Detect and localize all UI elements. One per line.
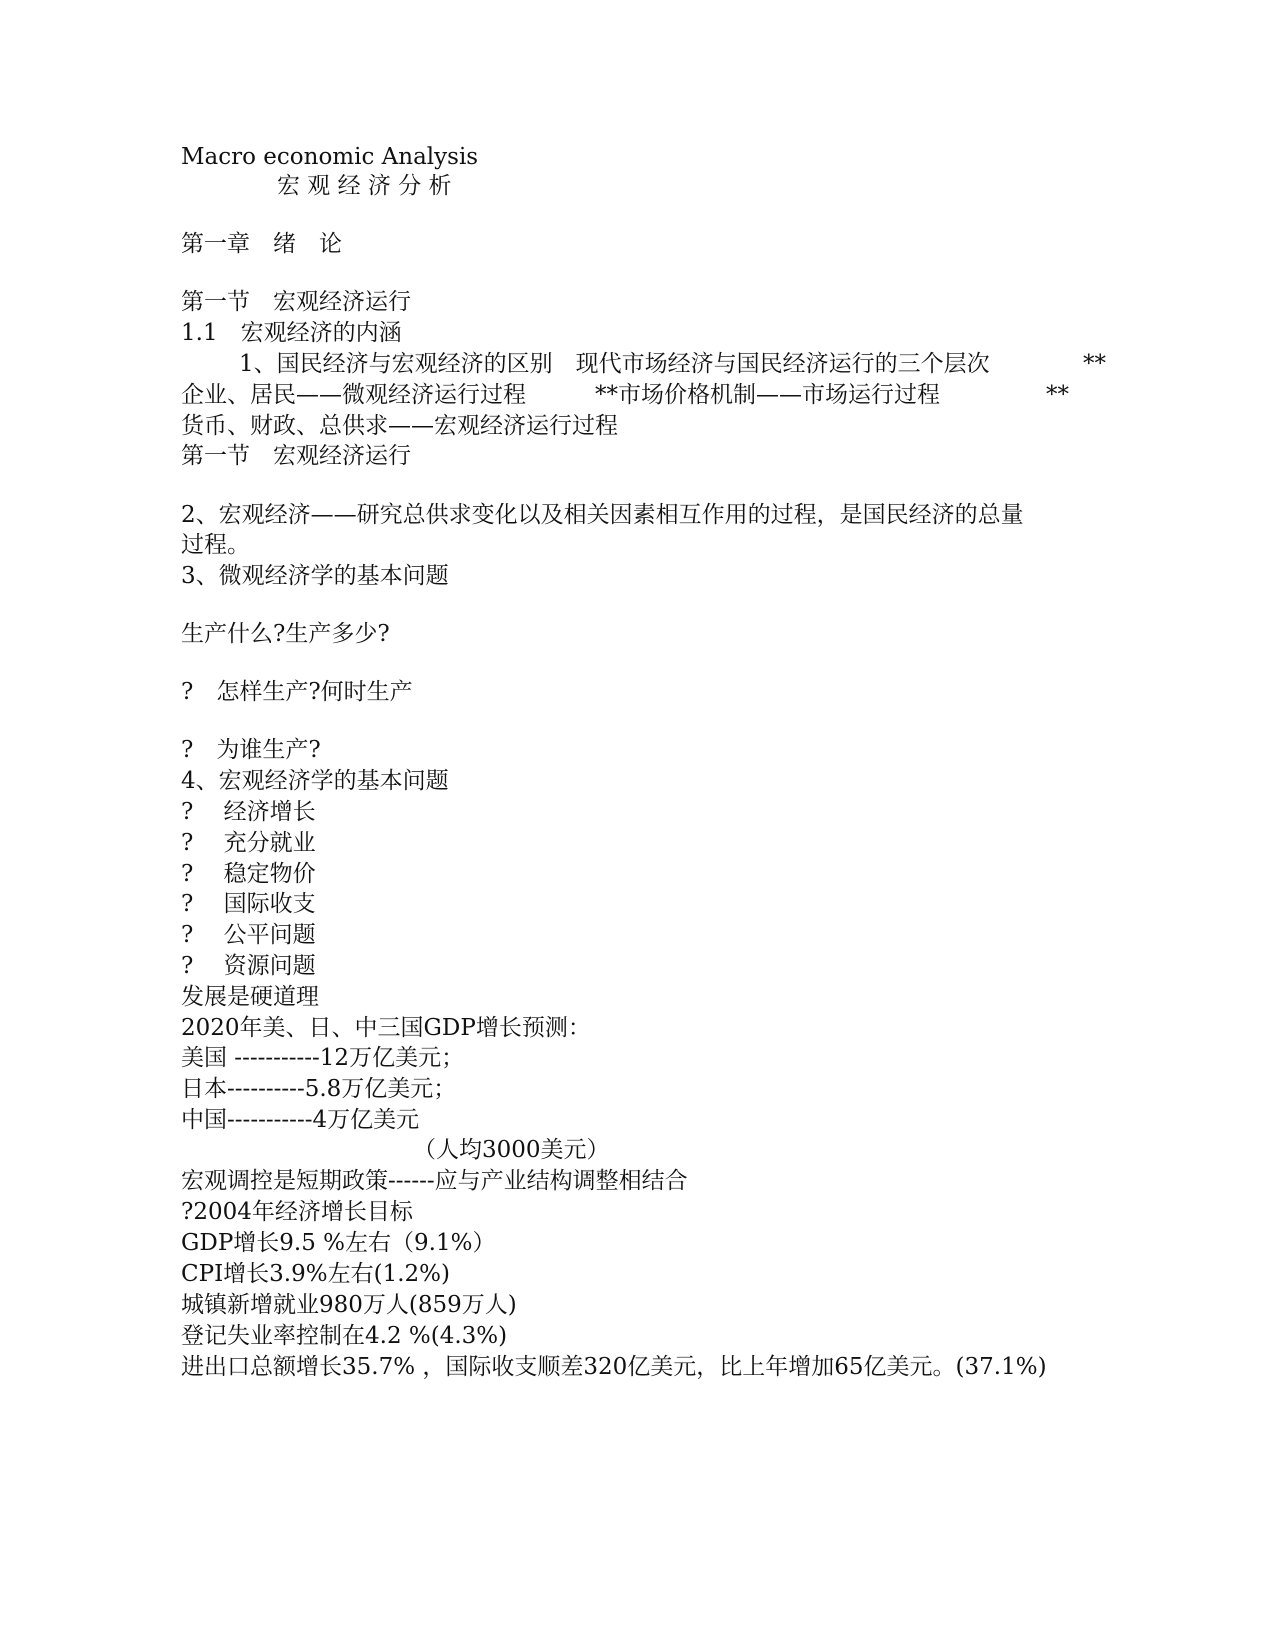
title-chinese: 宏 观 经 济 分 析 [277,173,452,199]
forecast-title: 2020年美、日、中三国GDP增长预测： [181,1015,591,1041]
title-english: Macro economic Analysis [181,144,479,170]
question-2: ? 怎样生产?何时生产 [181,679,413,705]
goal-item: ? 公平问题 [181,922,316,948]
section-heading: 第一节 宏观经济运行 [181,289,411,315]
chapter-heading: 第一章 绪 论 [181,231,342,257]
paragraph-1-marker-2: ** [1046,382,1069,408]
target-unemployment: 登记失业率控制在4.2 %(4.3%) [181,1323,508,1349]
paragraph-2-line-2: 过程。 [181,532,250,558]
paragraph-1-line-2: 企业、居民——微观经济运行过程 **市场价格机制——市场运行过程 [181,382,940,408]
forecast-us: 美国 -----------12万亿美元； [181,1045,465,1071]
development-line: 发展是硬道理 [181,984,319,1010]
paragraph-1-line-1: 1、国民经济与宏观经济的区别 现代市场经济与国民经济运行的三个层次 [239,351,990,377]
goal-item: ? 充分就业 [181,830,316,856]
target-cpi: CPI增长3.9%左右(1.2%) [181,1261,450,1287]
paragraph-1-line-3: 货币、财政、总供求——宏观经济运行过程 [181,413,618,439]
goal-item: ? 稳定物价 [181,861,316,887]
forecast-japan: 日本----------5.8万亿美元； [181,1076,457,1102]
question-3: ? 为谁生产? [181,737,321,763]
goal-item: ? 国际收支 [181,891,316,917]
paragraph-2-line-1: 2、宏观经济——研究总供求变化以及相关因素相互作用的过程，是国民经济的总量 [181,502,1024,528]
goal-item: ? 经济增长 [181,799,316,825]
target-title: ?2004年经济增长目标 [181,1199,413,1225]
forecast-china: 中国-----------4万亿美元 [181,1107,420,1133]
target-gdp: GDP增长9.5 %左右（9.1%） [181,1230,496,1256]
paragraph-3: 3、微观经济学的基本问题 [181,563,449,589]
policy-line: 宏观调控是短期政策------应与产业结构调整相结合 [181,1168,688,1194]
target-trade: 进出口总额增长35.7% ，国际收支顺差320亿美元，比上年增加65亿美元。(37.1%) [181,1354,1047,1380]
forecast-per-capita: （人均3000美元） [413,1137,610,1163]
paragraph-4: 4、宏观经济学的基本问题 [181,768,449,794]
goal-item: ? 资源问题 [181,953,316,979]
section-heading-repeat: 第一节 宏观经济运行 [181,443,411,469]
paragraph-1-marker-1: ** [1083,351,1106,377]
subsection-heading: 1.1 宏观经济的内涵 [181,320,402,346]
question-1: 生产什么?生产多少? [181,621,390,647]
target-jobs: 城镇新增就业980万人(859万人) [181,1292,517,1318]
